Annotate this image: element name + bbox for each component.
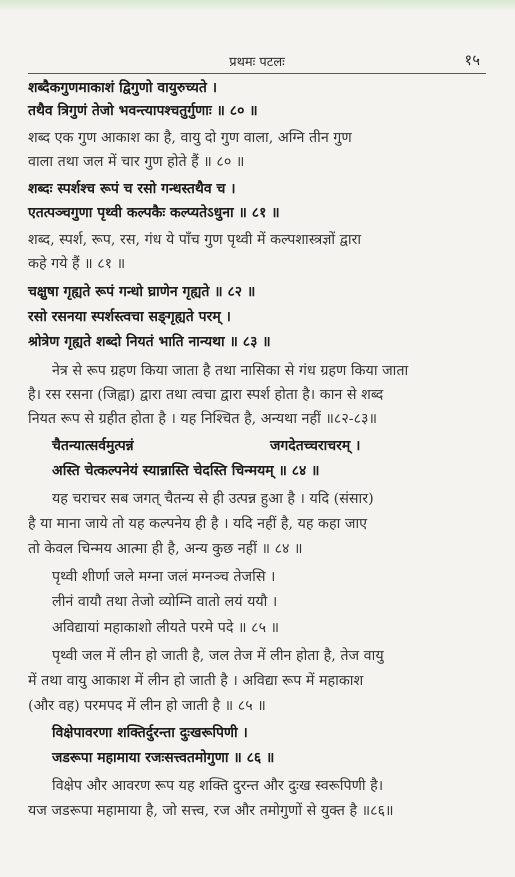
verse-line: चक्षुषा गृह्यते रूपं गन्धो घ्राणेन गृह्यते ॥ ८२ ॥	[28, 284, 256, 300]
translation-line: पृथ्वी शीर्णा जले मग्ना जलं मग्नञ्च तेजसि ।	[52, 569, 276, 585]
translation-line: नियत रूप से ग्रहीत होता है । यह निश्चित है, अन्यथा नहीं ॥८२-८३॥	[28, 411, 378, 427]
verse-line: शब्दः स्पर्शश्च रूपं च रसो गन्धस्तथैव च ।	[28, 181, 236, 197]
verse-line: रसो रसनया स्पर्शस्त्वचा सङ्गृह्यते परम् ।	[28, 309, 231, 325]
top-edge	[0, 0, 515, 10]
translation-line: (और वह) परमपद में लीन हो जाती है ॥ ८५ ॥	[28, 698, 266, 714]
translation-line: शब्द, स्पर्श, रूप, रस, गंध ये पाँच गुण पृथ्वी में कल्पशास्त्रज्ञों द्वारा	[28, 232, 362, 248]
verse-line: जडरूपा महामाया रजःसत्त्वतमोगुणा ॥ ८६ ॥	[52, 750, 275, 766]
chapter-title: प्रथमः पटलः	[229, 55, 285, 70]
verse-line: चैतन्यात्सर्वमुत्पन्नं	[52, 438, 134, 454]
translation-line: शब्द एक गुण आकाश का है, वायु दो गुण वाला, अग्नि तीन गुण	[28, 130, 352, 146]
translation-line: पृथ्वी जल में लीन हो जाती है, जल तेज में लीन होता है, तेज वायु	[52, 648, 384, 664]
translation-line: वाला तथा जल में चार गुण होते हैं ॥ ८० ॥	[28, 154, 245, 170]
page-header	[28, 50, 486, 72]
translation-line: में तथा वायु आकाश में लीन हो जाती है । अविद्या रूप में महाकाश	[28, 673, 364, 689]
translation-line: तो केवल चिन्मय आत्मा ही है, अन्य कुछ नहीं ॥ ८४ ॥	[28, 541, 303, 557]
translation-line: है या माना जाये तो यह कल्पनेय ही है । यदि नहीं है, यह कहा जाए	[28, 516, 368, 532]
verse-line: तथैव त्रिगुणं तेजो भवन्त्यापश्चतुर्गुणाः ॥ ८० ॥	[28, 103, 258, 119]
verse-line: जगदेतच्चराचरम् ।	[270, 438, 361, 454]
header-rule	[28, 73, 486, 74]
page-number: १५	[464, 51, 480, 69]
translation-line: है। रस रसना (जिह्वा) द्वारा तथा त्वचा द्वारा स्पर्श होता है। कान से शब्द	[28, 387, 384, 403]
translation-line: यज जडरूपा महामाया है, जो सत्त्व, रज और तमोगुणों से युक्त है ॥८६॥	[28, 803, 394, 819]
verse-line: अस्ति चेत्कल्पनेयं स्यान्नास्ति चेदस्ति चिन्मयम् ॥ ८४ ॥	[52, 463, 320, 479]
translation-line: लीनं वायौ तथा तेजो व्योम्नि वातो लयं ययौ ।	[52, 594, 278, 610]
translation-line: कहे गये हैं ॥ ८१ ॥	[28, 256, 126, 272]
verse-line: विक्षेपावरणा शक्तिर्दुरन्ता दुःखरूपिणी ।	[52, 725, 248, 741]
translation-line: यह चराचर सब जगत् चैतन्य से ही उत्पन्न हुआ है । यदि (संसार)	[52, 491, 374, 507]
translation-line: नेत्र से रूप ग्रहण किया जाता है तथा नासिका से गंध ग्रहण किया जाता	[52, 363, 409, 379]
verse-line: एतत्पञ्चगुणा पृथ्वी कल्पकैः कल्प्यतेऽधुना ॥ ८१ ॥	[28, 205, 280, 221]
verse-line: शब्दैकगुणमाकाशं द्विगुणो वायुरुच्यते ।	[28, 80, 218, 96]
verse-line: श्रोत्रेण गृह्यते शब्दो नियतं भाति नान्यथा ॥ ८३ ॥	[28, 334, 271, 350]
translation-line: अविद्यायां महाकाशो लीयते परमे पदे ॥ ८५ ॥	[52, 620, 280, 636]
translation-line: विक्षेप और आवरण रूप यह शक्ति दुरन्त और दुःख स्वरूपिणी है।	[52, 778, 384, 794]
